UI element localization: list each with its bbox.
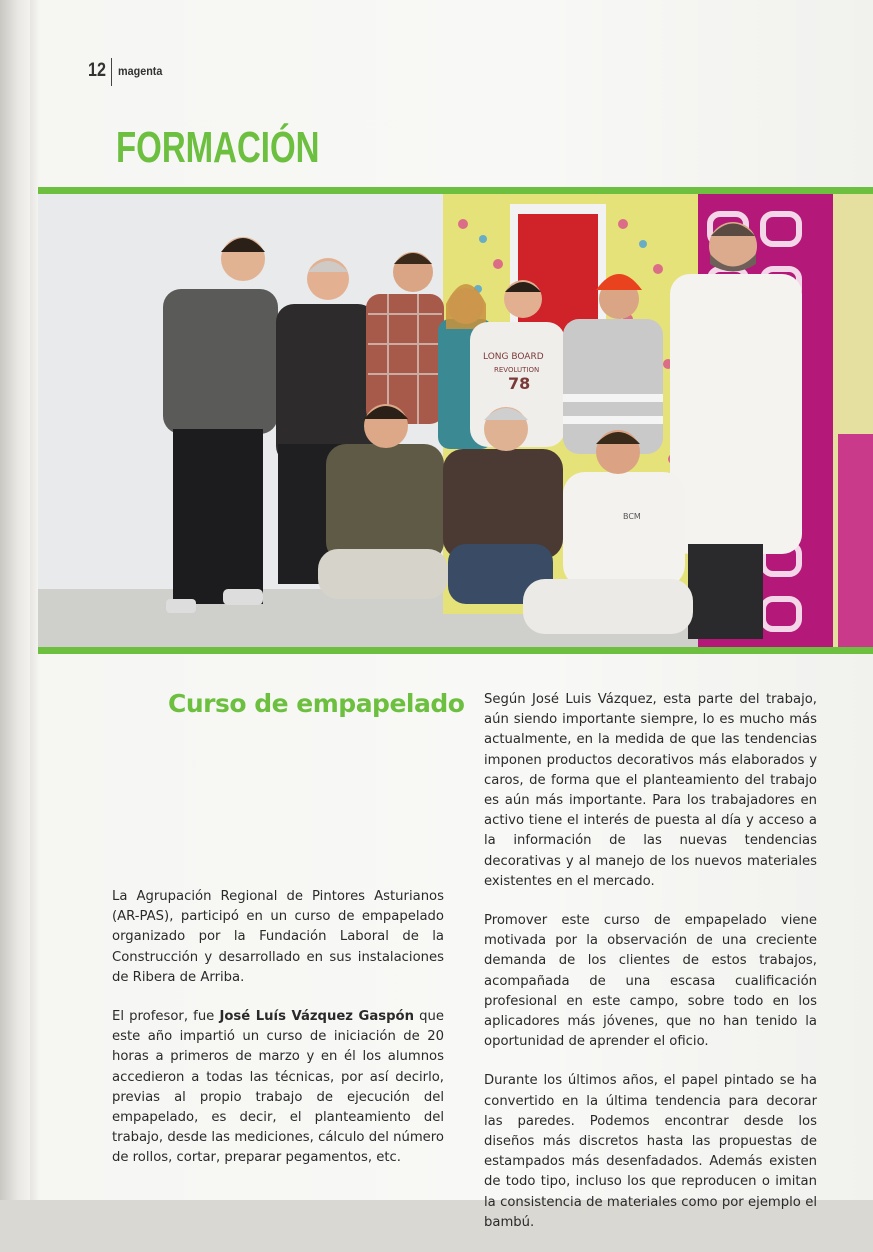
paragraph-text: que este año impartió un curso de iniciación de 20 horas a primeros de marzo y en él los alumnos accedieron a todas las técnicas, por así decirlo, previas al propio trabajo de ejecución del empapelado, es decir, el planteamiento del trabajo, desde las mediciones, cálculo del número de rollos, cortar, preparar pegamentos, etc. [112,1009,444,1166]
paragraph-text: El profesor, fue [112,1009,220,1025]
paragraph: Según José Luis Vázquez, esta parte del trabajo, aún siendo importante siempre, lo es mucho más actualmente, en la medida de que las tendencias imponen productos decorativos más elaborados y caros, de forma que el planteamiento del trabajo es aún más importante. Para los trabajadores en activo tiene el interés de puesta al día y acceso a la información de las nuevas tendencias decorativas y al manejo de los nuevos materiales existentes en el mercado. [484,692,817,889]
magazine-spine [0,0,30,1200]
svg-text:REVOLUTION: REVOLUTION [494,366,540,374]
article-title: Curso de empapelado [168,689,465,718]
paragraph: Durante los últimos años, el papel pintado se ha convertido en la última tendencia para decorar las paredes. Podemos encontrar desde los diseños más discretos hasta las propuestas de estampados más desenfadados. Además existen de todo tipo, incluso los que reproducen o imitan la consistencia de materiales como por ejemplo el bambú. [484,1073,817,1230]
header-divider [111,58,112,86]
article-column-right [484,690,817,1252]
shirt-logo-text: BCM [623,512,641,521]
magazine-name: magenta [118,64,163,78]
svg-text:LONG BOARD: LONG BOARD [483,352,544,362]
section-title: FORMACIÓN [116,123,320,172]
photo-top-rule [38,187,873,194]
group-photo [38,194,873,647]
article-column-left [112,887,444,1188]
paragraph [112,1007,444,1169]
page-number: 12 [88,60,106,81]
svg-text:78: 78 [508,374,531,393]
paragraph: La Agrupación Regional de Pintores Asturianos (AR-PAS), participó en un curso de empapelado organizado por la Fundación Laboral de la Construcción y desarrollado en sus instalaciones de Ribera de Arriba. [112,889,444,985]
teacher-name: José Luís Vázquez Gaspón [219,1009,414,1025]
photo-bottom-rule [38,647,873,654]
paragraph: Promover este curso de empapelado viene motivada por la observación de una creciente demanda de los clientes de estos trabajos, acompañada de una escasa cualificación profesional en este campo, sobre todo en los aplicadores más jóvenes, que no han tenido la oportunidad de aprender el oficio. [484,913,817,1050]
